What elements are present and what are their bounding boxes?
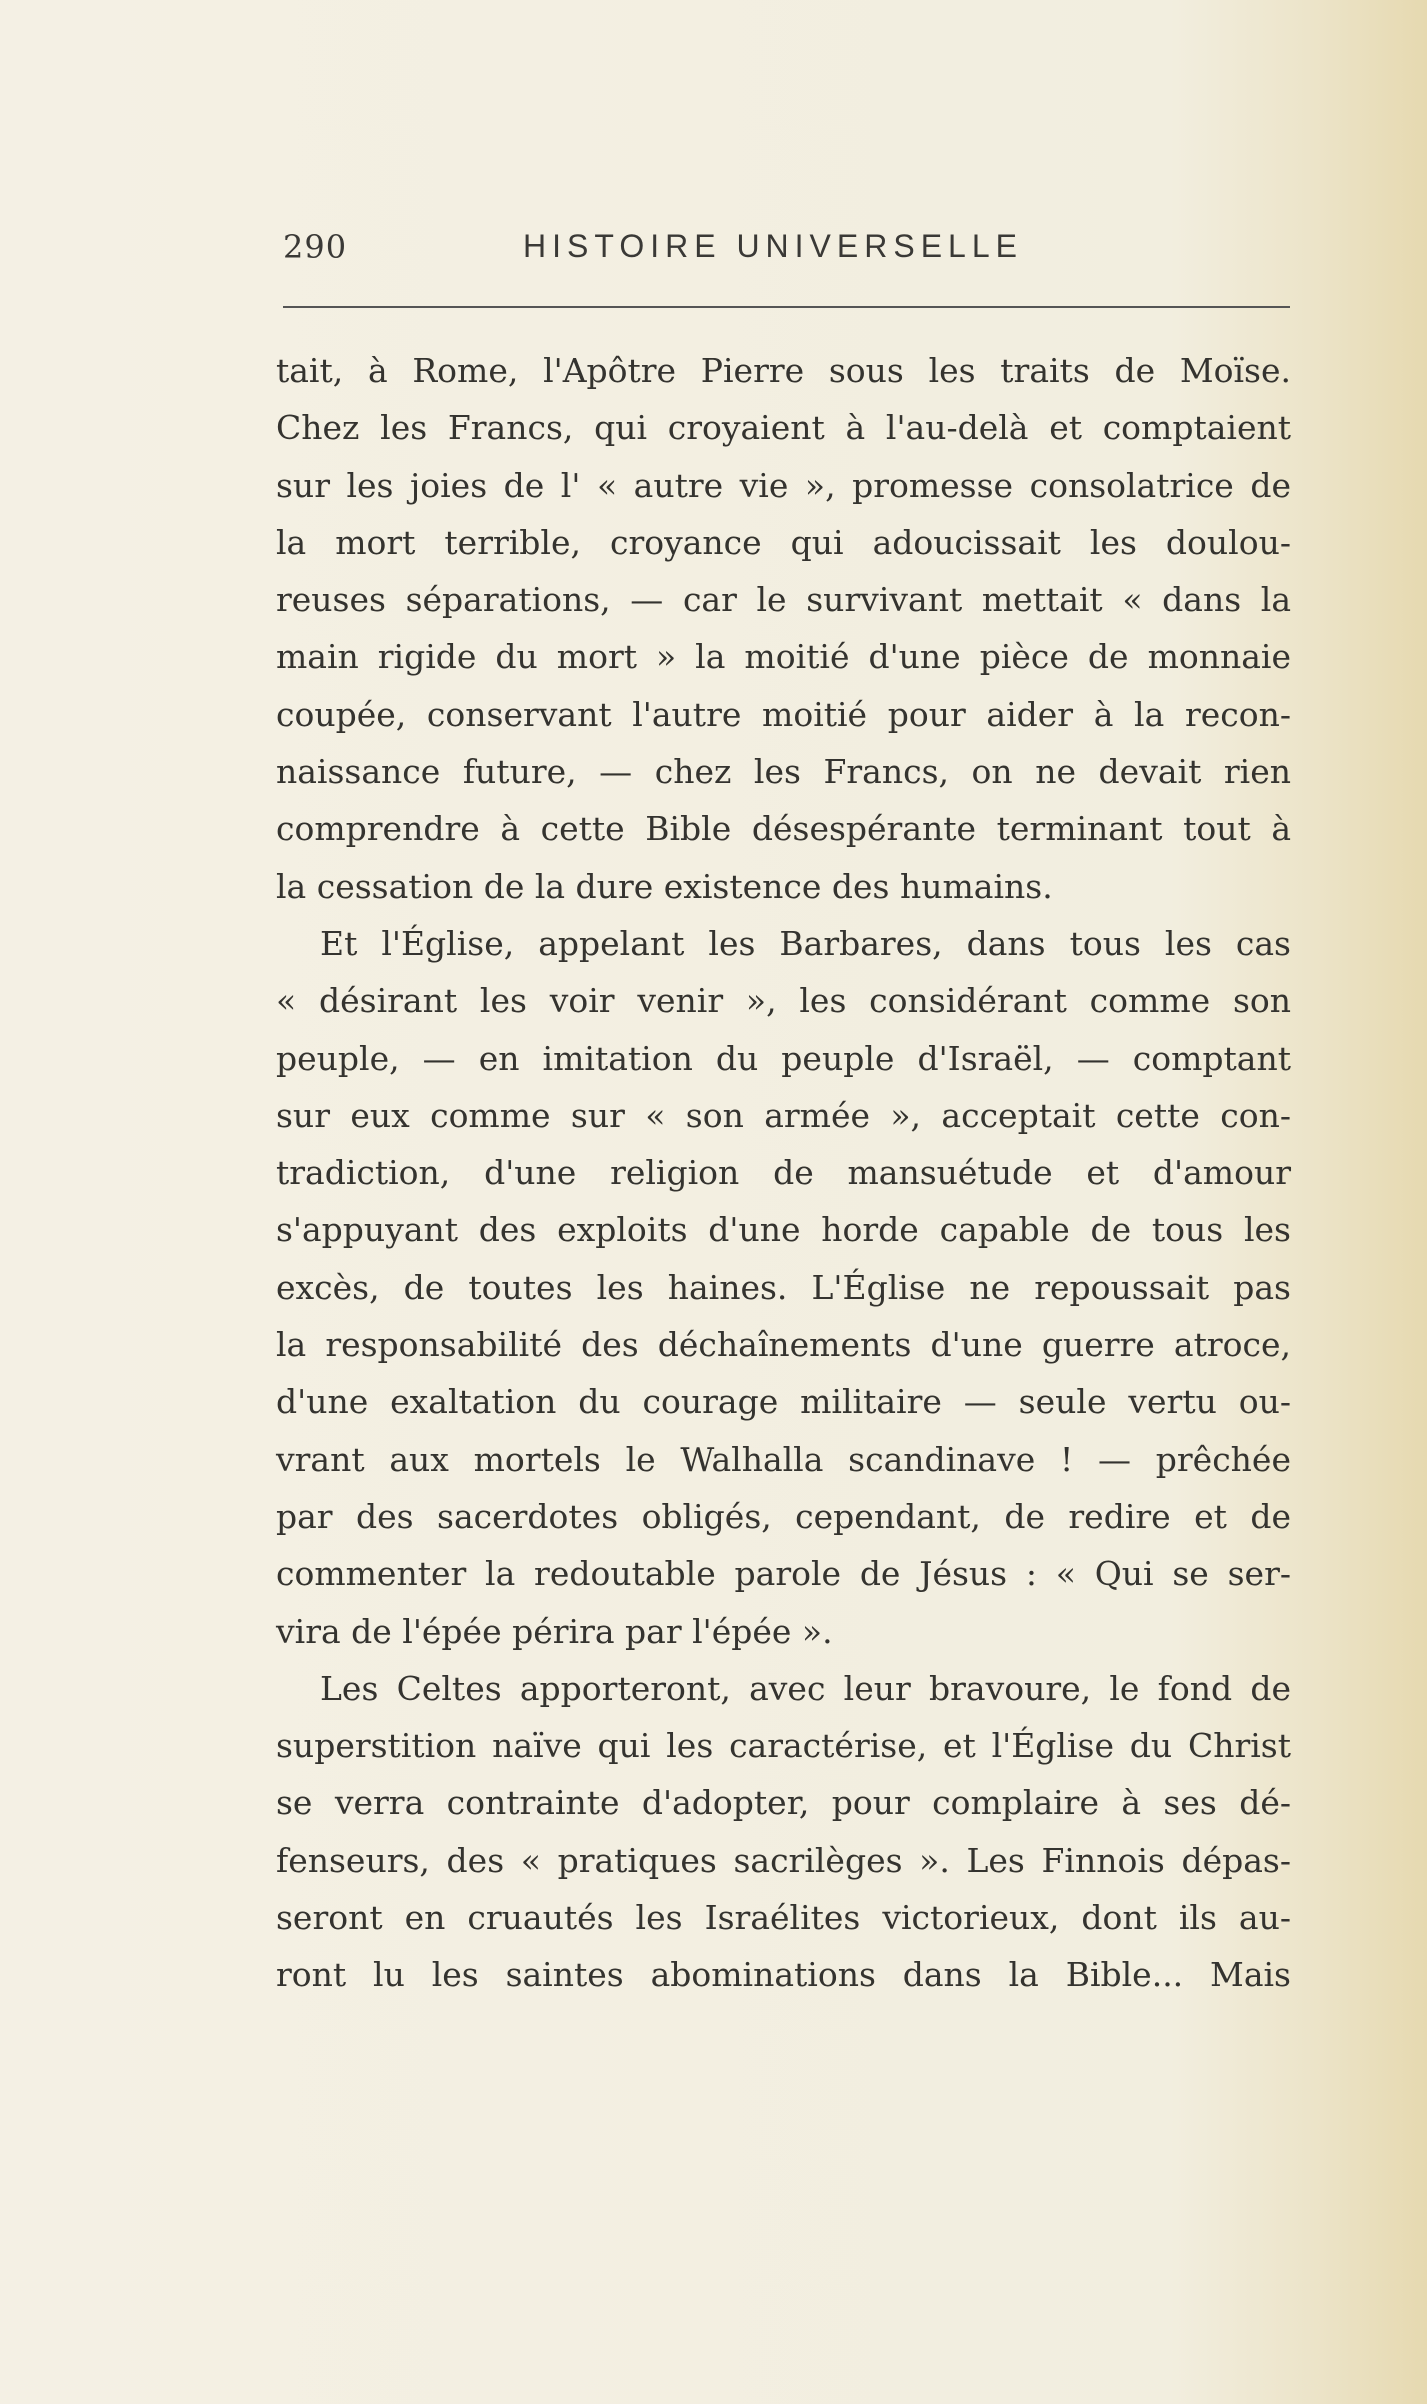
- text-line: se verra contrainte d'adopter, pour complaire à ses dé-: [276, 1783, 1291, 1823]
- text-line: Chez les Francs, qui croyaient à l'au-delà et comptaient: [276, 408, 1291, 448]
- body-text: [276, 342, 1291, 2004]
- running-title: HISTOIRE UNIVERSELLE: [523, 228, 1023, 264]
- text-line: s'appuyant des exploits d'une horde capable de tous les: [276, 1210, 1291, 1250]
- page-header: [283, 228, 1290, 268]
- text-line: commenter la redoutable parole de Jésus : « Qui se ser-: [276, 1554, 1291, 1594]
- text-line: peuple, — en imitation du peuple d'Israël, — comptant: [276, 1038, 1291, 1078]
- text-line: naissance future, — chez les Francs, on ne devait rien: [276, 752, 1291, 792]
- text-line: superstition naïve qui les caractérise, et l'Église du Christ: [276, 1726, 1291, 1766]
- text-line: vrant aux mortels le Walhalla scandinave ! — prêchée: [276, 1439, 1291, 1479]
- text-line: la mort terrible, croyance qui adoucissait les doulou-: [276, 522, 1291, 562]
- text-line: Et l'Église, appelant les Barbares, dans tous les cas: [320, 923, 1291, 963]
- text-line: reuses séparations, — car le survivant mettait « dans la: [276, 580, 1291, 620]
- text-line: sur eux comme sur « son armée », acceptait cette con-: [276, 1095, 1291, 1135]
- text-line: excès, de toutes les haines. L'Église ne repoussait pas: [276, 1267, 1291, 1307]
- text-line: fenseurs, des « pratiques sacrilèges ». Les Finnois dépas-: [276, 1840, 1291, 1880]
- text-line: par des sacerdotes obligés, cependant, de redire et de: [276, 1496, 1291, 1536]
- text-line: la cessation de la dure existence des humains.: [276, 866, 1053, 906]
- text-line: tait, à Rome, l'Apôtre Pierre sous les traits de Moïse.: [276, 351, 1291, 390]
- text-line: « désirant les voir venir », les considérant comme son: [276, 981, 1291, 1021]
- text-line: main rigide du mort » la moitié d'une pièce de monnaie: [276, 637, 1291, 677]
- header-rule: [283, 306, 1290, 308]
- text-line: ront lu les saintes abominations dans la Bible... Mais: [276, 1955, 1291, 1995]
- text-line: sur les joies de l' « autre vie », promesse consolatrice de: [276, 465, 1291, 505]
- page-number: 290: [283, 228, 348, 266]
- text-line: coupée, conservant l'autre moitié pour aider à la recon-: [276, 694, 1291, 734]
- text-line: seront en cruautés les Israélites victorieux, dont ils au-: [276, 1898, 1291, 1938]
- text-line: tradiction, d'une religion de mansuétude et d'amour: [276, 1153, 1291, 1193]
- text-line: comprendre à cette Bible désespérante terminant tout à: [276, 809, 1291, 849]
- text-line: Les Celtes apporteront, avec leur bravoure, le fond de: [320, 1668, 1291, 1708]
- text-line: vira de l'épée périra par l'épée ».: [276, 1611, 833, 1651]
- text-line: d'une exaltation du courage militaire — seule vertu ou-: [276, 1382, 1291, 1422]
- text-line: la responsabilité des déchaînements d'une guerre atroce,: [276, 1325, 1291, 1365]
